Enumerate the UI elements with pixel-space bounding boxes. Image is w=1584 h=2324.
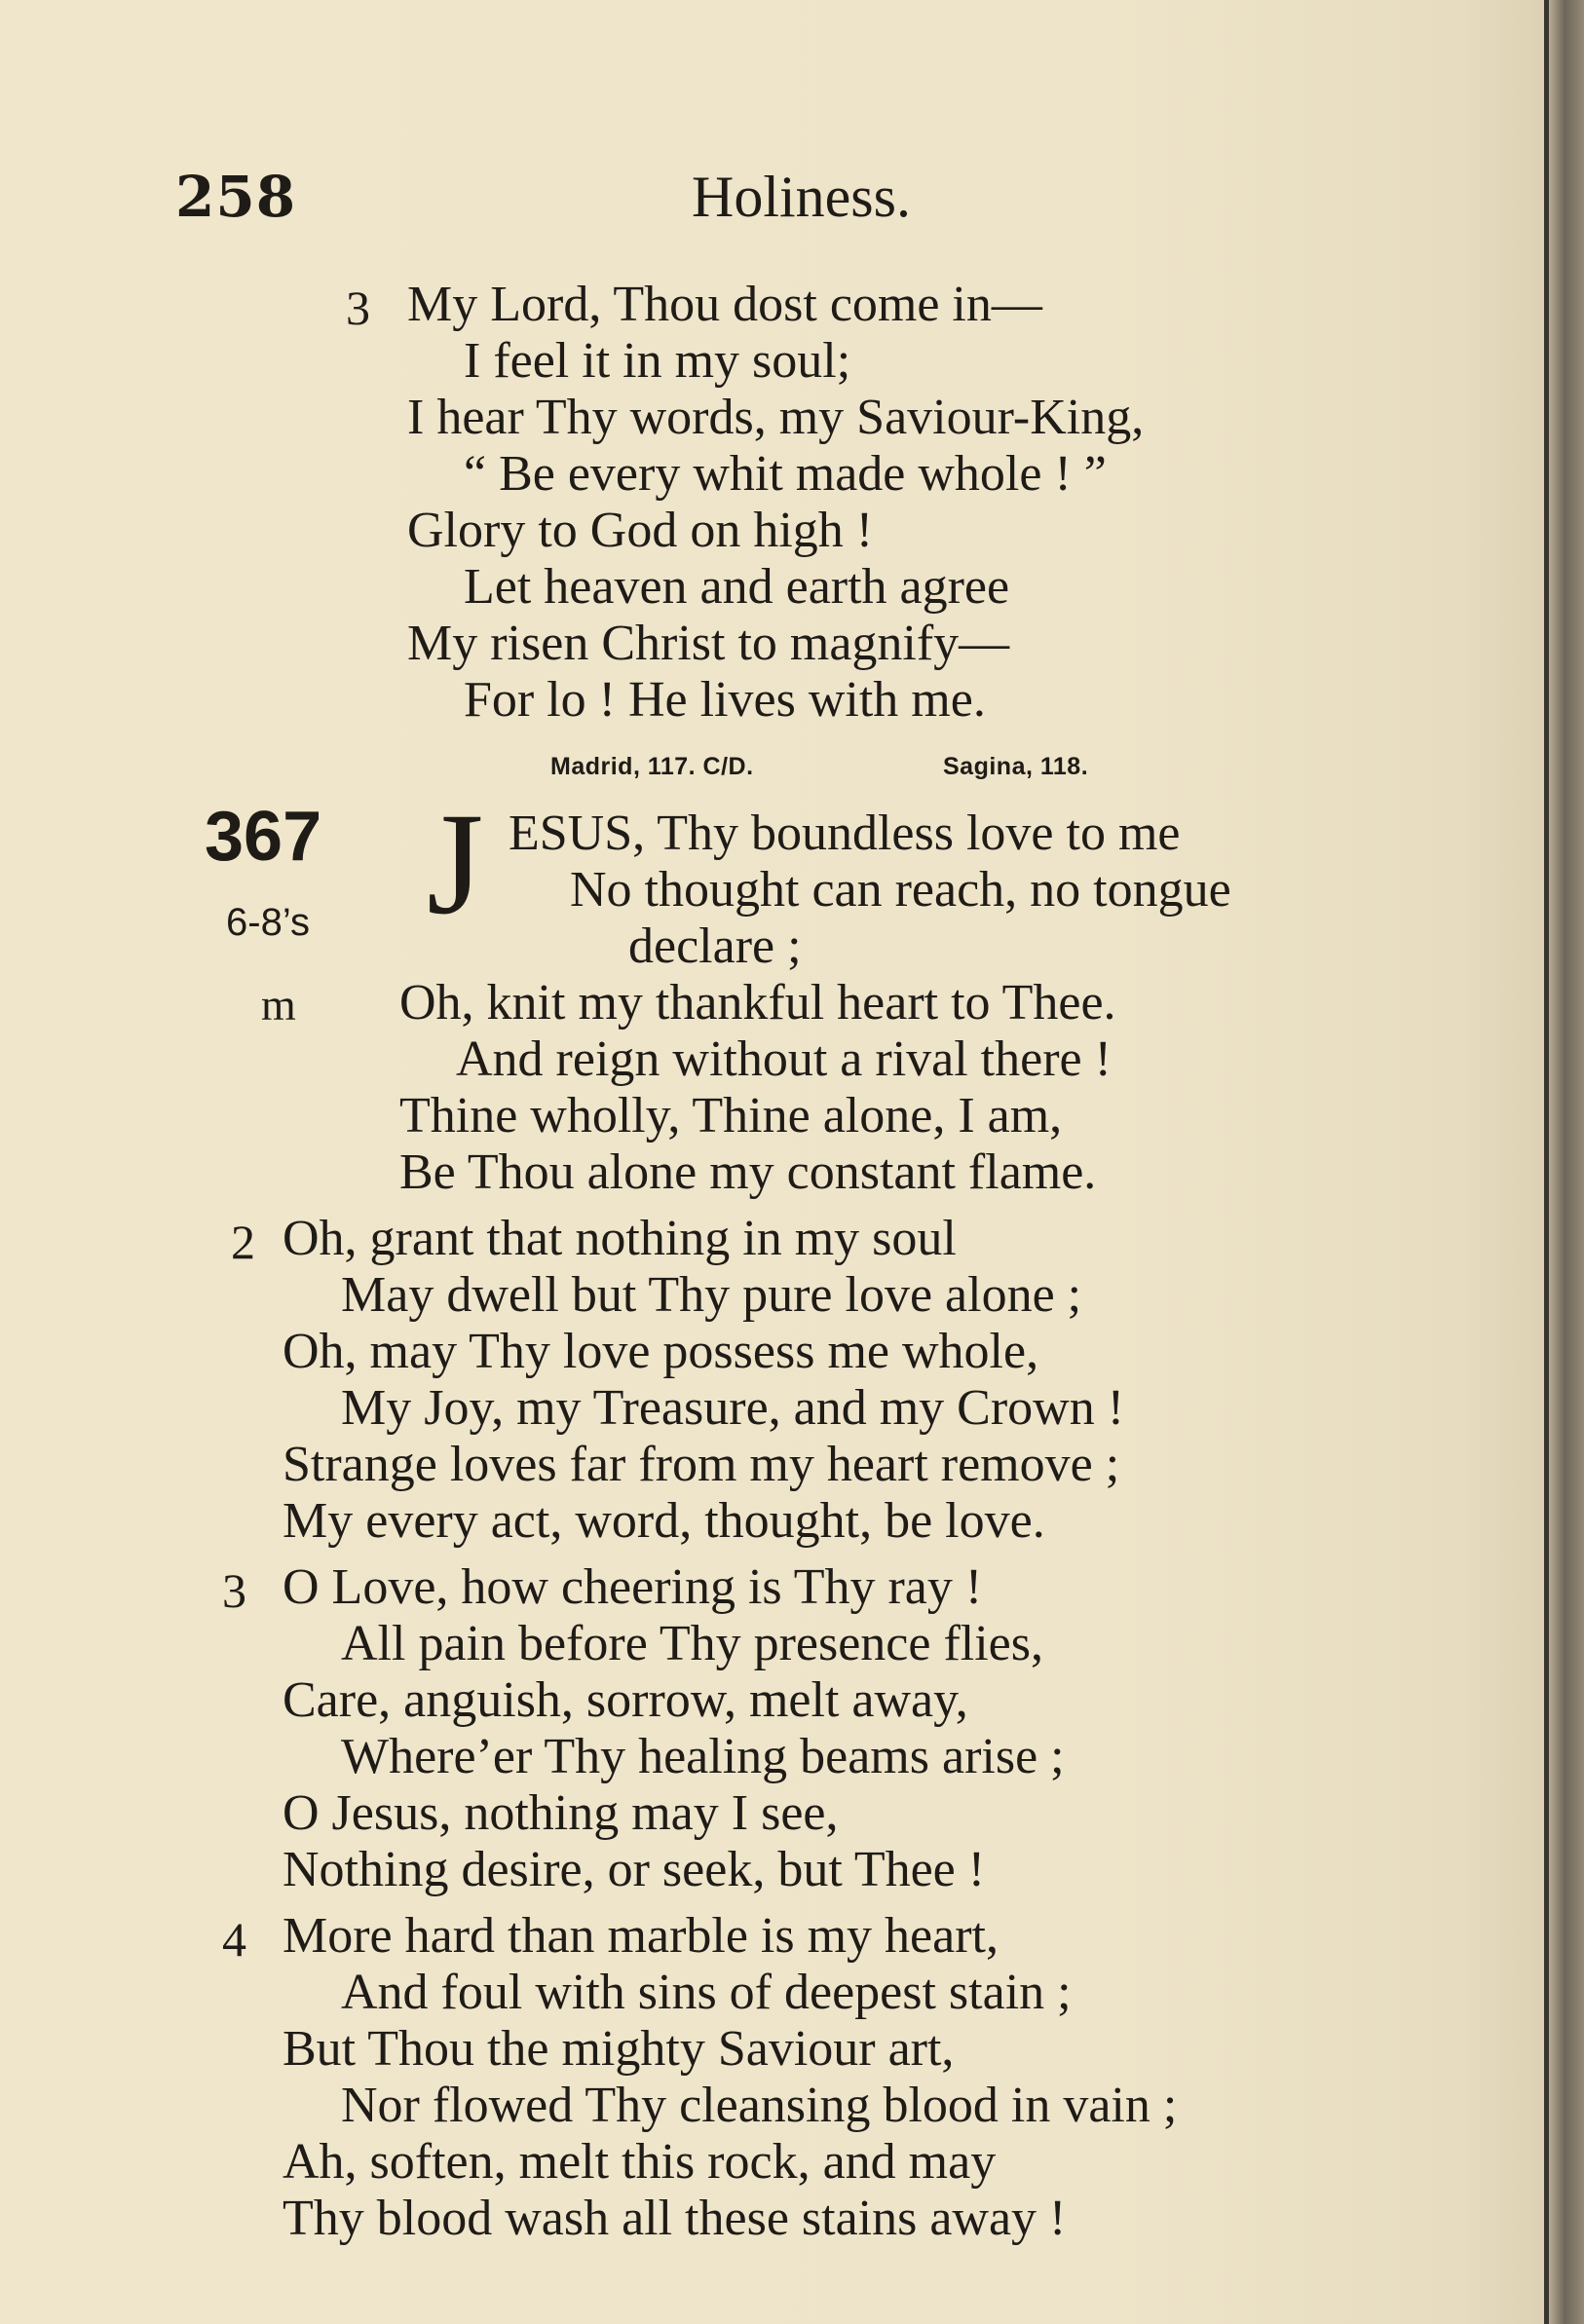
verse-number: 2 <box>231 1215 255 1269</box>
verse-line: My Joy, my Treasure, and my Crown ! <box>341 1380 1125 1436</box>
verse-line: Strange loves far from my heart remove ; <box>283 1437 1120 1492</box>
verse-line: I hear Thy words, my Saviour-King, <box>407 390 1145 445</box>
verse-line: My Lord, Thou dost come in— <box>407 277 1042 332</box>
verse-line: May dwell but Thy pure love alone ; <box>341 1267 1082 1323</box>
verse-line: Thy blood wash all these stains away ! <box>283 2191 1067 2246</box>
verse-number: 3 <box>222 1563 246 1618</box>
verse-line: Oh, may Thy love possess me whole, <box>283 1324 1039 1379</box>
drop-cap: J <box>427 783 484 945</box>
verse-line: Oh, grant that nothing in my soul <box>283 1211 957 1266</box>
verse-line: Glory to God on high ! <box>407 503 874 558</box>
verse-line: Where’er Thy healing beams arise ; <box>341 1729 1065 1784</box>
hymn-meter: 6-8’s <box>226 901 310 944</box>
verse-line: Oh, knit my thankful heart to Thee. <box>399 975 1116 1031</box>
verse-line: Be Thou alone my constant flame. <box>399 1144 1097 1200</box>
verse-line: For lo ! He lives with me. <box>464 672 986 728</box>
verse-line: “ Be every whit made whole ! ” <box>464 446 1107 502</box>
hymn-number: 367 <box>205 798 322 876</box>
tune-reference-1: Madrid, 117. C/D. <box>550 753 754 780</box>
verse-line: Nothing desire, or seek, but Thee ! <box>283 1842 986 1897</box>
verse-line: Let heaven and earth agree <box>464 559 1010 615</box>
verse-line: No thought can reach, no tongue <box>570 862 1231 918</box>
verse-line: O Love, how cheering is Thy ray ! <box>283 1559 983 1615</box>
verse-line: Thine wholly, Thine alone, I am, <box>399 1088 1063 1143</box>
verse-line: And reign without a rival there ! <box>456 1031 1112 1087</box>
verse-line: My every act, word, thought, be love. <box>283 1493 1045 1549</box>
verse-line: Ah, soften, melt this rock, and may <box>283 2134 997 2190</box>
verse-line: But Thou the mighty Saviour art, <box>283 2021 955 2077</box>
page-number: 258 <box>175 164 297 230</box>
verse-line: I feel it in my soul; <box>464 333 851 389</box>
running-title: Holiness. <box>692 165 911 229</box>
verse-line: My risen Christ to magnify— <box>407 616 1010 671</box>
verse-line: O Jesus, nothing may I see, <box>283 1785 839 1841</box>
verse-line: declare ; <box>628 918 802 974</box>
book-spine <box>1549 0 1584 2324</box>
verse-line: Nor flowed Thy cleansing blood in vain ; <box>341 2078 1178 2133</box>
verse-number: 4 <box>222 1912 246 1967</box>
tune-reference-2: Sagina, 118. <box>943 753 1089 780</box>
verse-line: ESUS, Thy boundless love to me <box>509 806 1181 861</box>
hymn-mood-mark: m <box>261 980 296 1030</box>
verse-line: Care, anguish, sorrow, melt away, <box>283 1672 968 1728</box>
verse-line: And foul with sins of deepest stain ; <box>341 1965 1072 2020</box>
verse-line: More hard than marble is my heart, <box>283 1908 999 1964</box>
prior-verse-number: 3 <box>346 281 370 335</box>
verse-line: All pain before Thy presence flies, <box>341 1616 1043 1671</box>
